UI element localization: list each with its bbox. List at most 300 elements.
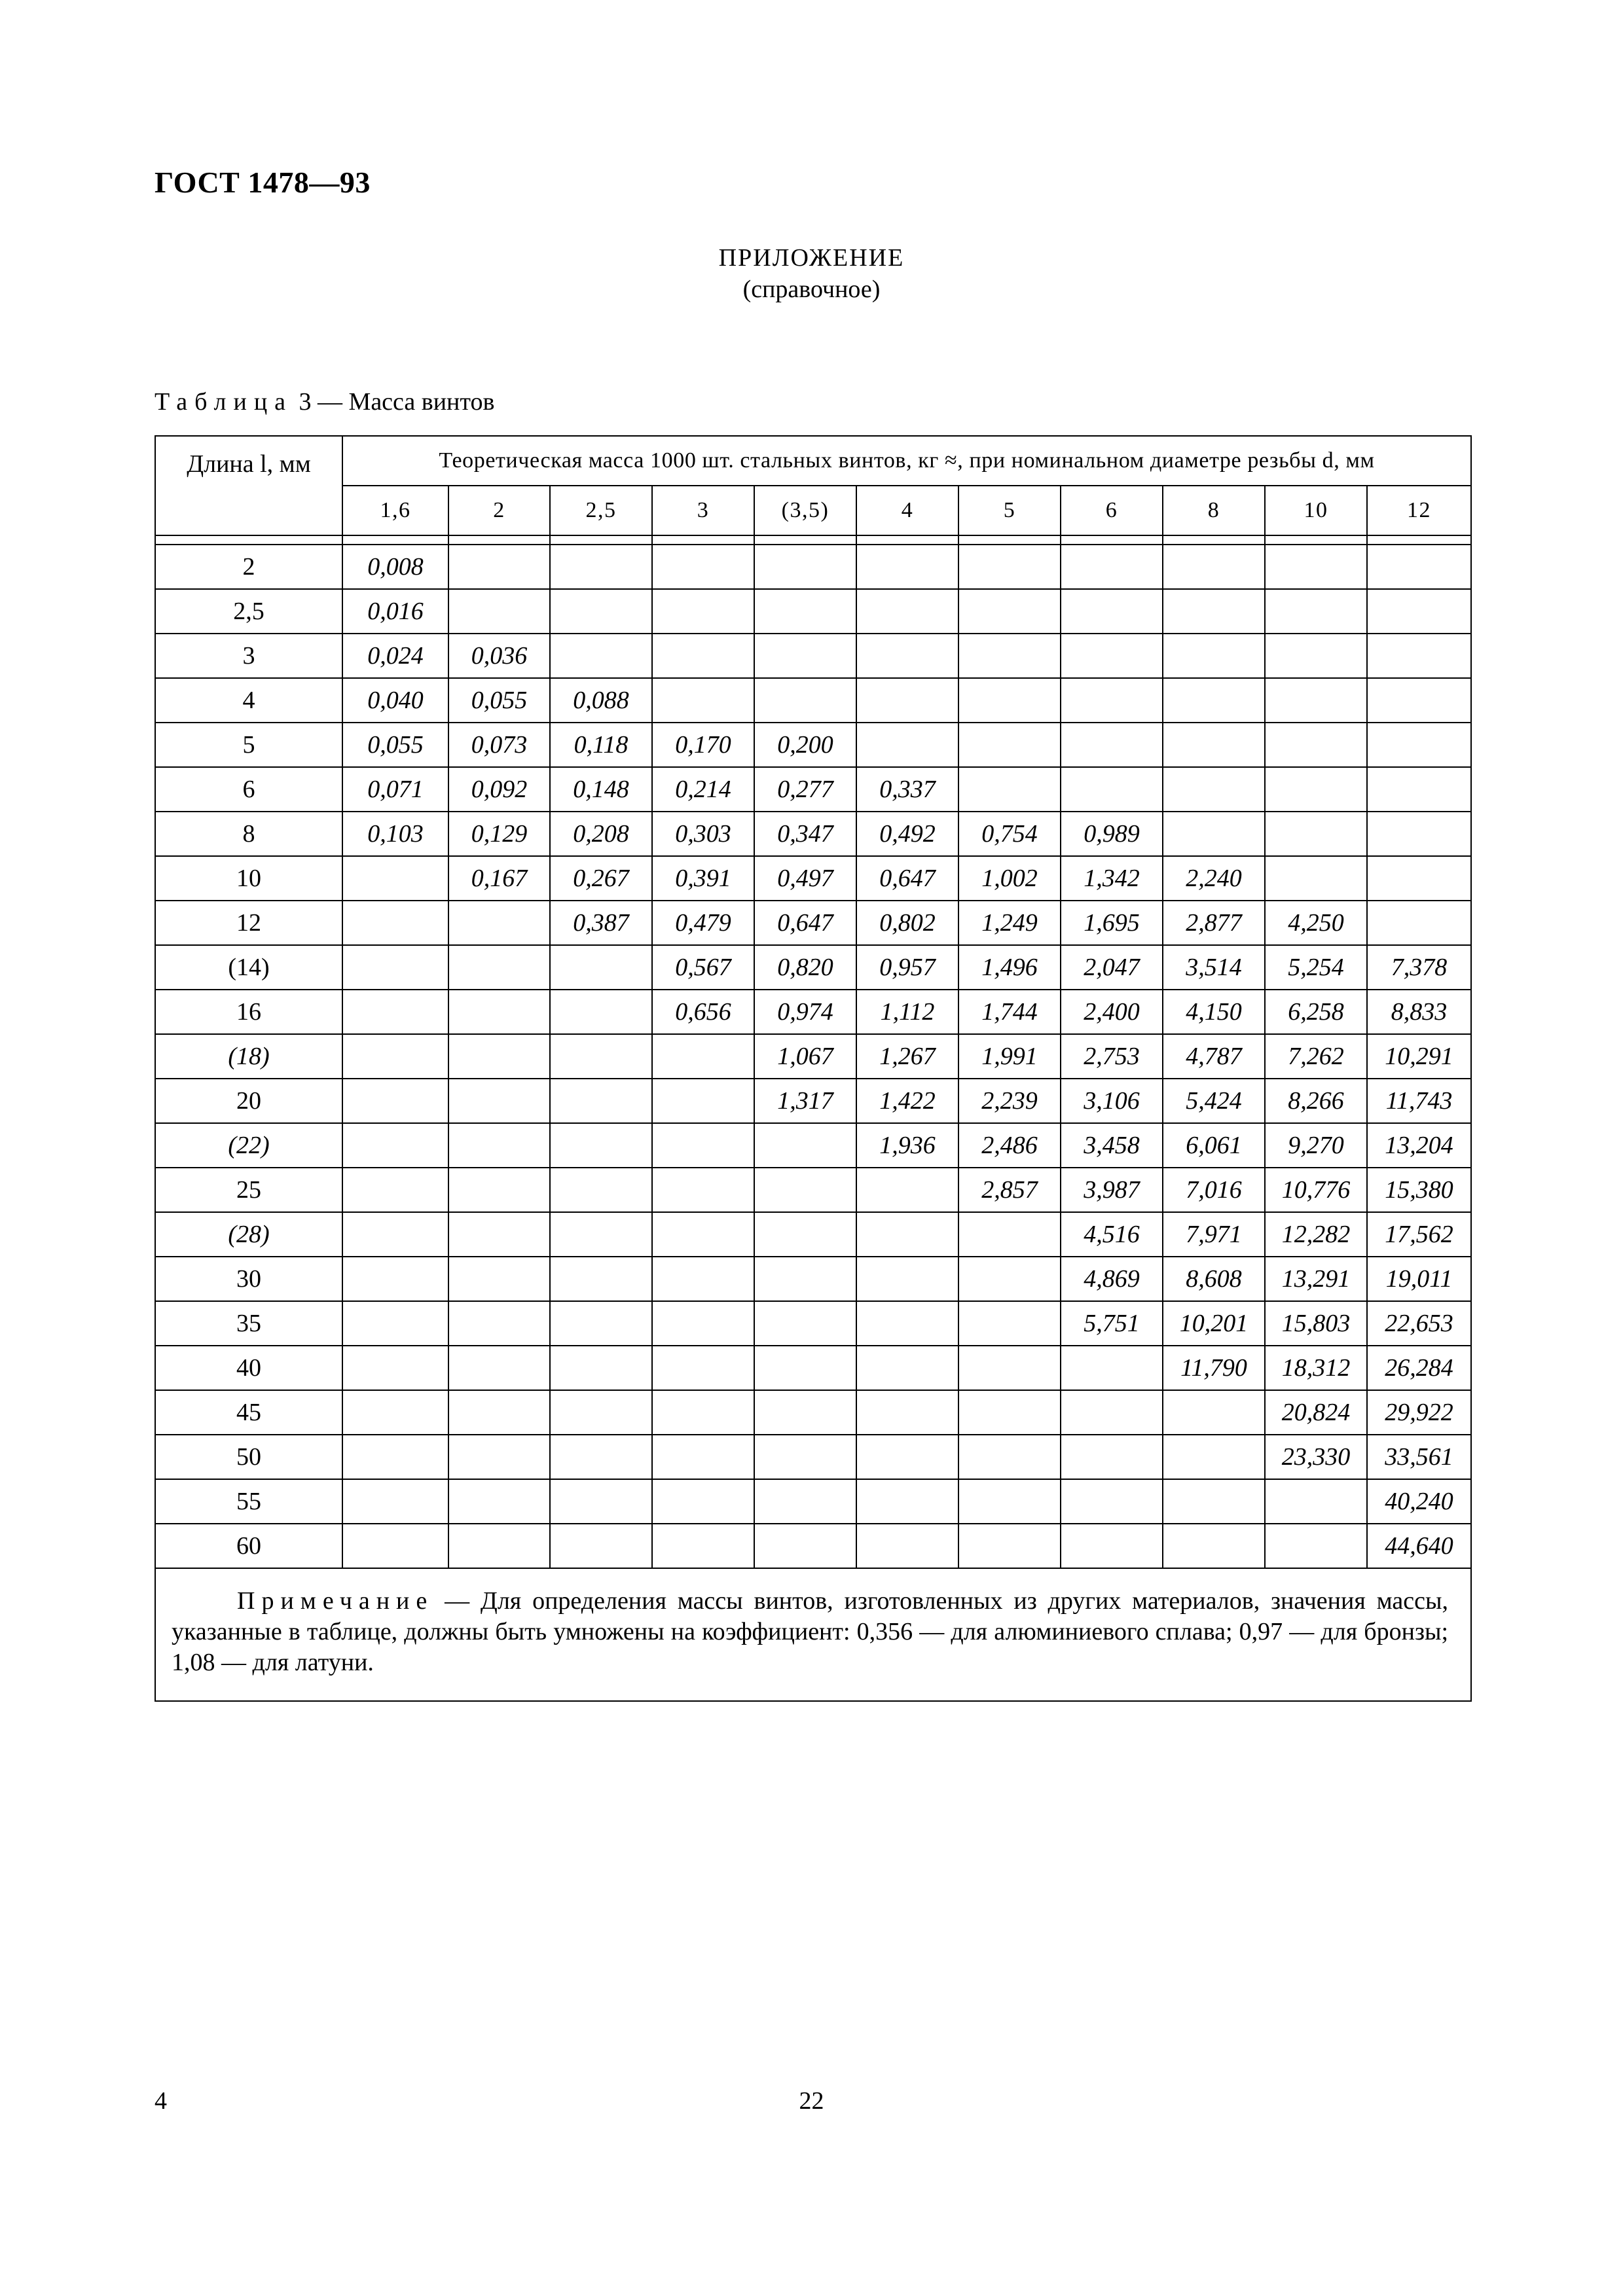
mass-cell bbox=[448, 1123, 550, 1168]
mass-cell: 3,106 bbox=[1061, 1079, 1163, 1123]
mass-cell: 3,514 bbox=[1163, 945, 1265, 990]
header-diameter: 12 bbox=[1367, 486, 1471, 535]
mass-cell bbox=[342, 1034, 448, 1079]
mass-cell bbox=[856, 723, 958, 767]
length-cell: 6 bbox=[155, 767, 342, 812]
mass-cell: 0,492 bbox=[856, 812, 958, 856]
mass-cell: 1,342 bbox=[1061, 856, 1163, 901]
mass-cell bbox=[958, 1479, 1061, 1524]
mass-cell: 0,055 bbox=[448, 678, 550, 723]
mass-cell bbox=[1367, 856, 1471, 901]
header-diameter: 3 bbox=[652, 486, 754, 535]
mass-cell bbox=[550, 1390, 652, 1435]
table-row bbox=[155, 901, 1471, 945]
document-id: ГОСТ 1478—93 bbox=[155, 166, 371, 199]
mass-cell: 0,024 bbox=[342, 634, 448, 678]
length-cell: 8 bbox=[155, 812, 342, 856]
mass-cell bbox=[958, 634, 1061, 678]
mass-cell bbox=[652, 589, 754, 634]
mass-cell: 2,239 bbox=[958, 1079, 1061, 1123]
mass-cell bbox=[448, 1301, 550, 1346]
mass-cell bbox=[1265, 678, 1367, 723]
mass-cell bbox=[342, 1301, 448, 1346]
mass-cell: 7,016 bbox=[1163, 1168, 1265, 1212]
mass-cell bbox=[550, 1257, 652, 1301]
mass-cell bbox=[754, 1168, 856, 1212]
mass-cell: 8,608 bbox=[1163, 1257, 1265, 1301]
mass-cell: 0,303 bbox=[652, 812, 754, 856]
table-caption-text: 3 — Масса винтов bbox=[293, 388, 495, 416]
mass-cell bbox=[652, 1212, 754, 1257]
mass-cell bbox=[856, 545, 958, 589]
mass-cell bbox=[652, 634, 754, 678]
mass-cell: 0,214 bbox=[652, 767, 754, 812]
table-row bbox=[155, 1390, 1471, 1435]
mass-cell: 23,330 bbox=[1265, 1435, 1367, 1479]
mass-cell: 1,249 bbox=[958, 901, 1061, 945]
mass-cell bbox=[1061, 767, 1163, 812]
mass-cell bbox=[342, 1123, 448, 1168]
mass-cell bbox=[550, 1435, 652, 1479]
mass-cell: 2,753 bbox=[1061, 1034, 1163, 1079]
length-cell: 2 bbox=[155, 545, 342, 589]
header-diameter: 2 bbox=[448, 486, 550, 535]
mass-cell bbox=[342, 1479, 448, 1524]
mass-cell: 15,380 bbox=[1367, 1168, 1471, 1212]
table-row bbox=[155, 723, 1471, 767]
mass-cell bbox=[652, 678, 754, 723]
mass-cell bbox=[652, 1168, 754, 1212]
mass-cell: 2,486 bbox=[958, 1123, 1061, 1168]
mass-cell bbox=[342, 856, 448, 901]
mass-cell: 1,422 bbox=[856, 1079, 958, 1123]
mass-cell bbox=[1265, 1524, 1367, 1568]
mass-cell bbox=[1061, 1479, 1163, 1524]
mass-cell bbox=[856, 634, 958, 678]
mass-cell bbox=[550, 1479, 652, 1524]
mass-cell bbox=[754, 1435, 856, 1479]
mass-cell bbox=[448, 1034, 550, 1079]
mass-cell bbox=[448, 545, 550, 589]
mass-cell: 13,291 bbox=[1265, 1257, 1367, 1301]
mass-cell bbox=[1163, 1524, 1265, 1568]
mass-cell: 1,317 bbox=[754, 1079, 856, 1123]
table-row bbox=[155, 812, 1471, 856]
mass-cell bbox=[1367, 723, 1471, 767]
mass-cell bbox=[550, 945, 652, 990]
mass-cell bbox=[856, 1212, 958, 1257]
mass-cell bbox=[856, 1301, 958, 1346]
table-row bbox=[155, 1123, 1471, 1168]
mass-cell: 0,337 bbox=[856, 767, 958, 812]
mass-cell: 0,088 bbox=[550, 678, 652, 723]
mass-cell: 44,640 bbox=[1367, 1524, 1471, 1568]
mass-cell bbox=[1163, 1479, 1265, 1524]
mass-cell: 20,824 bbox=[1265, 1390, 1367, 1435]
mass-cell bbox=[652, 1346, 754, 1390]
mass-cell bbox=[754, 1479, 856, 1524]
mass-cell: 1,067 bbox=[754, 1034, 856, 1079]
mass-cell bbox=[1265, 856, 1367, 901]
mass-cell bbox=[550, 990, 652, 1034]
mass-cell bbox=[1163, 545, 1265, 589]
mass-cell bbox=[958, 1390, 1061, 1435]
mass-cell: 5,424 bbox=[1163, 1079, 1265, 1123]
mass-cell bbox=[1265, 1479, 1367, 1524]
mass-cell bbox=[652, 1034, 754, 1079]
mass-cell bbox=[448, 990, 550, 1034]
mass-cell bbox=[1265, 767, 1367, 812]
appendix-subtitle: (справочное) bbox=[742, 276, 881, 303]
mass-cell: 29,922 bbox=[1367, 1390, 1471, 1435]
mass-cell: 0,167 bbox=[448, 856, 550, 901]
mass-cell bbox=[958, 1524, 1061, 1568]
header-diameter: 10 bbox=[1265, 486, 1367, 535]
table-row bbox=[155, 1212, 1471, 1257]
mass-cell: 2,877 bbox=[1163, 901, 1265, 945]
mass-cell bbox=[1163, 812, 1265, 856]
mass-cell bbox=[1367, 767, 1471, 812]
mass-cell bbox=[448, 1168, 550, 1212]
mass-cell: 10,201 bbox=[1163, 1301, 1265, 1346]
mass-cell bbox=[856, 1479, 958, 1524]
table-caption bbox=[155, 387, 494, 416]
mass-cell bbox=[342, 1346, 448, 1390]
mass-cell bbox=[550, 1524, 652, 1568]
length-cell: 45 bbox=[155, 1390, 342, 1435]
length-cell: (18) bbox=[155, 1034, 342, 1079]
mass-cell bbox=[856, 1346, 958, 1390]
mass-cell: 2,857 bbox=[958, 1168, 1061, 1212]
mass-cell bbox=[448, 901, 550, 945]
mass-cell bbox=[754, 634, 856, 678]
mass-cell: 0,008 bbox=[342, 545, 448, 589]
length-cell: (28) bbox=[155, 1212, 342, 1257]
mass-cell: 13,204 bbox=[1367, 1123, 1471, 1168]
mass-cell: 5,254 bbox=[1265, 945, 1367, 990]
mass-cell: 4,787 bbox=[1163, 1034, 1265, 1079]
mass-cell: 0,103 bbox=[342, 812, 448, 856]
mass-cell bbox=[958, 723, 1061, 767]
mass-cell bbox=[958, 1346, 1061, 1390]
mass-cell: 33,561 bbox=[1367, 1435, 1471, 1479]
mass-cell bbox=[448, 1257, 550, 1301]
mass-cell bbox=[1061, 589, 1163, 634]
mass-cell bbox=[1061, 678, 1163, 723]
length-cell: (14) bbox=[155, 945, 342, 990]
header-diameter: 6 bbox=[1061, 486, 1163, 535]
mass-cell bbox=[1163, 634, 1265, 678]
mass-cell: 0,148 bbox=[550, 767, 652, 812]
mass-cell bbox=[652, 1257, 754, 1301]
mass-cell bbox=[1061, 545, 1163, 589]
mass-cell bbox=[1061, 723, 1163, 767]
mass-cell bbox=[550, 1346, 652, 1390]
length-cell: 16 bbox=[155, 990, 342, 1034]
mass-cell bbox=[342, 1079, 448, 1123]
mass-cell: 2,047 bbox=[1061, 945, 1163, 990]
page-number: 22 bbox=[799, 2087, 824, 2115]
length-cell: 60 bbox=[155, 1524, 342, 1568]
mass-cell bbox=[1265, 723, 1367, 767]
mass-cell: 0,208 bbox=[550, 812, 652, 856]
mass-cell bbox=[754, 1123, 856, 1168]
header-diameter: 2,5 bbox=[550, 486, 652, 535]
mass-cell bbox=[1061, 1390, 1163, 1435]
mass-cell: 6,061 bbox=[1163, 1123, 1265, 1168]
table-row bbox=[155, 678, 1471, 723]
mass-cell: 0,656 bbox=[652, 990, 754, 1034]
mass-cell bbox=[550, 1123, 652, 1168]
mass-cell: 10,291 bbox=[1367, 1034, 1471, 1079]
mass-cell bbox=[550, 1301, 652, 1346]
mass-cell bbox=[448, 1212, 550, 1257]
note-text: — Для определения массы винтов, изготовленных из других материалов, значения массы, указанные в таблице, должны быть умножены на коэффициент: 0,356 — для алюминиевого сплава; 0,97 — для бронзы; 1,08 — для латуни. bbox=[172, 1587, 1449, 1676]
mass-cell: 0,497 bbox=[754, 856, 856, 901]
mass-cell bbox=[1061, 1346, 1163, 1390]
mass-cell bbox=[1061, 634, 1163, 678]
table-row bbox=[155, 1524, 1471, 1568]
mass-cell: 1,002 bbox=[958, 856, 1061, 901]
mass-cell bbox=[652, 545, 754, 589]
mass-cell bbox=[958, 767, 1061, 812]
header-diameter: 1,6 bbox=[342, 486, 448, 535]
mass-cell: 0,118 bbox=[550, 723, 652, 767]
appendix-title: ПРИЛОЖЕНИЕ bbox=[718, 244, 905, 272]
mass-cell: 1,744 bbox=[958, 990, 1061, 1034]
mass-cell bbox=[1367, 678, 1471, 723]
table-row bbox=[155, 1257, 1471, 1301]
mass-cell: 0,277 bbox=[754, 767, 856, 812]
mass-cell bbox=[448, 1346, 550, 1390]
mass-cell bbox=[754, 1257, 856, 1301]
mass-cell: 17,562 bbox=[1367, 1212, 1471, 1257]
table-caption-prefix: Таблица bbox=[155, 388, 293, 416]
mass-cell: 12,282 bbox=[1265, 1212, 1367, 1257]
length-cell: 50 bbox=[155, 1435, 342, 1479]
mass-cell bbox=[856, 1257, 958, 1301]
mass-cell bbox=[1163, 589, 1265, 634]
mass-cell: 0,092 bbox=[448, 767, 550, 812]
mass-cell bbox=[958, 1212, 1061, 1257]
mass-cell bbox=[754, 589, 856, 634]
mass-cell: 0,387 bbox=[550, 901, 652, 945]
length-cell: 12 bbox=[155, 901, 342, 945]
mass-cell bbox=[1265, 545, 1367, 589]
mass-cell: 5,751 bbox=[1061, 1301, 1163, 1346]
table-row bbox=[155, 1301, 1471, 1346]
mass-cell bbox=[448, 1524, 550, 1568]
mass-cell bbox=[754, 1212, 856, 1257]
mass-cell: 40,240 bbox=[1367, 1479, 1471, 1524]
mass-cell bbox=[652, 1390, 754, 1435]
mass-cell bbox=[448, 1390, 550, 1435]
mass-cell bbox=[342, 1257, 448, 1301]
length-cell: 5 bbox=[155, 723, 342, 767]
mass-cell bbox=[448, 1479, 550, 1524]
mass-cell: 1,991 bbox=[958, 1034, 1061, 1079]
table-row bbox=[155, 990, 1471, 1034]
mass-table bbox=[155, 435, 1472, 1702]
mass-cell bbox=[550, 589, 652, 634]
mass-cell bbox=[1163, 1390, 1265, 1435]
mass-cell: 10,776 bbox=[1265, 1168, 1367, 1212]
mass-cell bbox=[1061, 1435, 1163, 1479]
mass-cell bbox=[550, 1034, 652, 1079]
table-row bbox=[155, 1034, 1471, 1079]
mass-cell: 4,250 bbox=[1265, 901, 1367, 945]
mass-cell: 0,754 bbox=[958, 812, 1061, 856]
mass-cell: 6,258 bbox=[1265, 990, 1367, 1034]
mass-cell: 0,391 bbox=[652, 856, 754, 901]
mass-cell: 1,936 bbox=[856, 1123, 958, 1168]
mass-cell bbox=[856, 678, 958, 723]
mass-cell bbox=[1367, 812, 1471, 856]
mass-cell bbox=[1265, 589, 1367, 634]
mass-cell bbox=[1163, 767, 1265, 812]
mass-cell: 4,150 bbox=[1163, 990, 1265, 1034]
mass-cell bbox=[856, 1168, 958, 1212]
mass-cell bbox=[1265, 812, 1367, 856]
mass-cell: 0,129 bbox=[448, 812, 550, 856]
mass-cell bbox=[448, 589, 550, 634]
mass-cell: 0,055 bbox=[342, 723, 448, 767]
length-cell: 25 bbox=[155, 1168, 342, 1212]
appendix-heading bbox=[0, 242, 1623, 305]
mass-cell: 0,647 bbox=[754, 901, 856, 945]
mass-cell bbox=[958, 1301, 1061, 1346]
mass-cell bbox=[1367, 634, 1471, 678]
table-row bbox=[155, 767, 1471, 812]
mass-cell: 0,567 bbox=[652, 945, 754, 990]
mass-cell bbox=[1163, 723, 1265, 767]
mass-cell bbox=[958, 589, 1061, 634]
mass-cell: 19,011 bbox=[1367, 1257, 1471, 1301]
mass-cell bbox=[1061, 1524, 1163, 1568]
mass-cell bbox=[448, 1435, 550, 1479]
header-mass: Теоретическая масса 1000 шт. стальных винтов, кг ≈, при номинальном диаметре резьбы d, мм bbox=[342, 436, 1471, 486]
table-row bbox=[155, 856, 1471, 901]
mass-cell: 8,266 bbox=[1265, 1079, 1367, 1123]
mass-cell bbox=[448, 1079, 550, 1123]
mass-cell bbox=[958, 678, 1061, 723]
mass-cell bbox=[1163, 678, 1265, 723]
length-cell: 20 bbox=[155, 1079, 342, 1123]
length-cell: 40 bbox=[155, 1346, 342, 1390]
mass-cell: 1,112 bbox=[856, 990, 958, 1034]
mass-cell bbox=[652, 1079, 754, 1123]
mass-cell: 2,400 bbox=[1061, 990, 1163, 1034]
mass-cell: 4,869 bbox=[1061, 1257, 1163, 1301]
mass-cell bbox=[550, 634, 652, 678]
header-diameter: 5 bbox=[958, 486, 1061, 535]
mass-cell bbox=[958, 545, 1061, 589]
mass-cell: 11,790 bbox=[1163, 1346, 1265, 1390]
header-diameter: 8 bbox=[1163, 486, 1265, 535]
length-cell: 35 bbox=[155, 1301, 342, 1346]
header-diameter: 4 bbox=[856, 486, 958, 535]
length-cell: 10 bbox=[155, 856, 342, 901]
mass-cell: 0,071 bbox=[342, 767, 448, 812]
mass-cell: 11,743 bbox=[1367, 1079, 1471, 1123]
mass-cell: 0,040 bbox=[342, 678, 448, 723]
mass-cell bbox=[1367, 901, 1471, 945]
mass-cell: 22,653 bbox=[1367, 1301, 1471, 1346]
mass-cell: 0,957 bbox=[856, 945, 958, 990]
mass-cell bbox=[754, 545, 856, 589]
mass-cell: 0,820 bbox=[754, 945, 856, 990]
mass-cell: 0,974 bbox=[754, 990, 856, 1034]
mass-cell bbox=[448, 945, 550, 990]
mass-cell: 18,312 bbox=[1265, 1346, 1367, 1390]
mass-cell: 1,695 bbox=[1061, 901, 1163, 945]
mass-cell: 26,284 bbox=[1367, 1346, 1471, 1390]
mass-cell: 9,270 bbox=[1265, 1123, 1367, 1168]
mass-cell bbox=[958, 1257, 1061, 1301]
length-cell: 2,5 bbox=[155, 589, 342, 634]
mass-cell bbox=[652, 1301, 754, 1346]
mass-cell: 15,803 bbox=[1265, 1301, 1367, 1346]
table-row bbox=[155, 1479, 1471, 1524]
mass-cell bbox=[652, 1524, 754, 1568]
mass-cell bbox=[342, 1435, 448, 1479]
mass-cell bbox=[1367, 545, 1471, 589]
mass-cell bbox=[342, 1212, 448, 1257]
mass-cell: 0,347 bbox=[754, 812, 856, 856]
mass-cell bbox=[550, 1212, 652, 1257]
mass-cell: 3,458 bbox=[1061, 1123, 1163, 1168]
mass-cell: 8,833 bbox=[1367, 990, 1471, 1034]
mass-cell bbox=[342, 945, 448, 990]
mass-cell: 7,378 bbox=[1367, 945, 1471, 990]
mass-cell bbox=[342, 901, 448, 945]
mass-cell: 2,240 bbox=[1163, 856, 1265, 901]
mass-cell: 0,647 bbox=[856, 856, 958, 901]
mass-cell: 1,496 bbox=[958, 945, 1061, 990]
mass-cell bbox=[856, 1390, 958, 1435]
mass-cell bbox=[856, 1435, 958, 1479]
mass-cell bbox=[550, 1079, 652, 1123]
length-cell: 4 bbox=[155, 678, 342, 723]
note-prefix: Примечание bbox=[237, 1587, 434, 1615]
mass-cell: 7,262 bbox=[1265, 1034, 1367, 1079]
mass-cell: 0,170 bbox=[652, 723, 754, 767]
mass-cell bbox=[1265, 634, 1367, 678]
table-row bbox=[155, 1435, 1471, 1479]
mass-cell bbox=[342, 1168, 448, 1212]
table-row bbox=[155, 945, 1471, 990]
length-cell: (22) bbox=[155, 1123, 342, 1168]
header-diameter: (3,5) bbox=[754, 486, 856, 535]
length-cell: 30 bbox=[155, 1257, 342, 1301]
mass-cell: 4,516 bbox=[1061, 1212, 1163, 1257]
mass-cell bbox=[652, 1435, 754, 1479]
mass-cell bbox=[342, 1390, 448, 1435]
mass-cell bbox=[1367, 589, 1471, 634]
mass-cell: 0,073 bbox=[448, 723, 550, 767]
mass-cell bbox=[754, 1390, 856, 1435]
length-cell: 3 bbox=[155, 634, 342, 678]
footer-left-number: 4 bbox=[155, 2087, 167, 2115]
table-row bbox=[155, 545, 1471, 589]
header-length: Длина l, мм bbox=[155, 436, 342, 535]
mass-cell bbox=[652, 1123, 754, 1168]
mass-cell bbox=[958, 1435, 1061, 1479]
mass-cell bbox=[342, 1524, 448, 1568]
table-row bbox=[155, 1168, 1471, 1212]
mass-cell: 0,016 bbox=[342, 589, 448, 634]
mass-cell bbox=[754, 1524, 856, 1568]
